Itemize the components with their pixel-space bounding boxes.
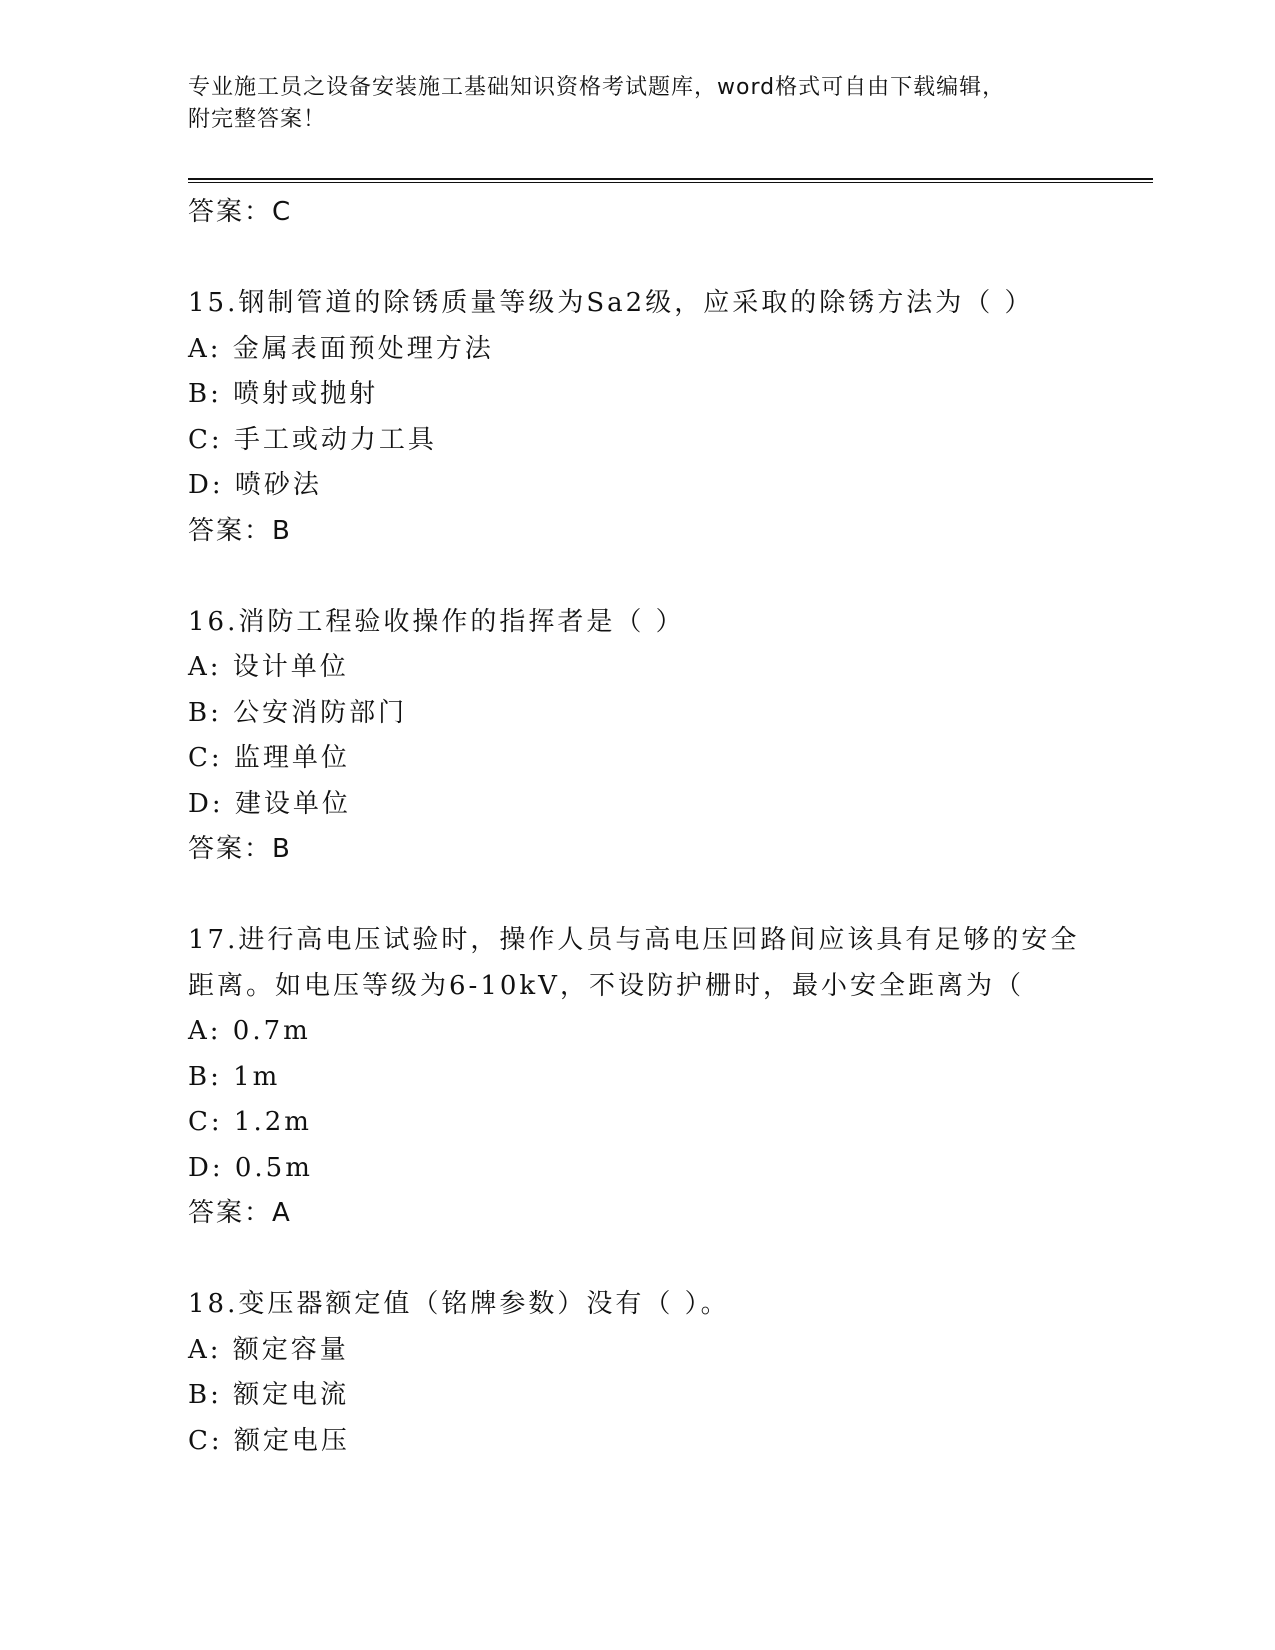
header-divider: [188, 178, 1153, 180]
option-d: D: 喷砂法: [188, 470, 322, 500]
option-c: C: 监理单位: [188, 743, 350, 773]
header-line-1: 专业施工员之设备安装施工基础知识资格考试题库，word格式可自由下载编辑，: [188, 75, 1006, 100]
question-stem-line-1: 17.进行高电压试验时，操作人员与高电压回路间应该具有足够的安全: [188, 925, 1080, 955]
option-a: A: 0.7m: [188, 1016, 311, 1046]
option-d: D: 0.5m: [188, 1152, 313, 1183]
spacer: [188, 554, 1088, 600]
previous-answer: 答案：C: [188, 197, 293, 227]
option-b: B: 喷射或抛射: [188, 379, 379, 409]
question-stem: 15.钢制管道的除锈质量等级为Sa2级，应采取的除锈方法为（ ）: [188, 288, 1034, 318]
answer: 答案：B: [188, 834, 292, 864]
document-header: [188, 72, 1088, 136]
option-c: C: 手工或动力工具: [188, 424, 437, 455]
spacer: [188, 873, 1088, 919]
option-c: C: 1.2m: [188, 1107, 312, 1137]
question-17: [188, 918, 1088, 1237]
option-a: A: 金属表面预处理方法: [188, 333, 494, 364]
question-15: [188, 281, 1088, 554]
option-c: C: 额定电压: [188, 1425, 350, 1456]
question-18: [188, 1282, 1088, 1464]
option-a: A: 设计单位: [188, 652, 349, 682]
header-line-2: 附完整答案！: [188, 107, 327, 132]
question-stem: 16.消防工程验收操作的指挥者是（ ）: [188, 606, 685, 637]
question-stem: 18.变压器额定值（铭牌参数）没有（ ）。: [188, 1289, 730, 1319]
question-stem-line-2: 距离。如电压等级为6-10kV，不设防护栅时，最小安全距离为（: [188, 970, 1024, 1001]
option-b: B: 1m: [188, 1061, 281, 1092]
option-d: D: 建设单位: [188, 788, 351, 819]
option-a: A: 额定容量: [188, 1334, 349, 1365]
header-divider-thin: [188, 182, 1153, 183]
spacer: [188, 1237, 1088, 1283]
option-b: B: 公安消防部门: [188, 697, 408, 728]
question-16: [188, 600, 1088, 873]
question-list: [188, 190, 1088, 1464]
spacer: [188, 236, 1088, 282]
answer: 答案：B: [188, 515, 292, 546]
option-b: B: 额定电流: [188, 1380, 350, 1410]
answer: 答案：A: [188, 1198, 292, 1228]
